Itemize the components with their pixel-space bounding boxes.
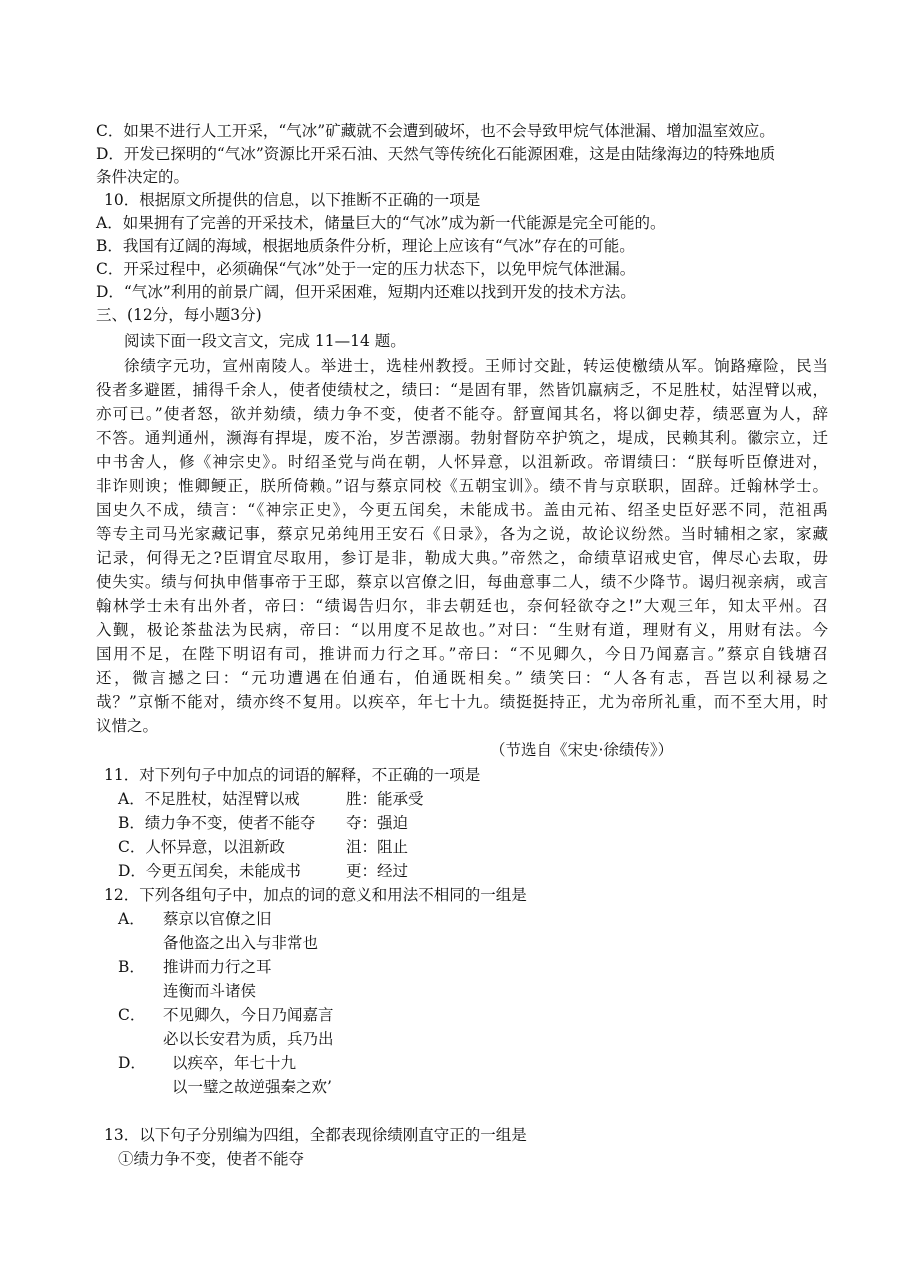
q10-stem: 10．根据原文所提供的信息，以下推断不正确的一项是 [104, 191, 481, 209]
q12-option-b-line1: 推讲而力行之耳 [163, 958, 272, 976]
q11-option-b: B．绩力争不变，使者不能夺 [118, 814, 316, 832]
q10-option-a: A．如果拥有了完善的开采技术，储量巨大的“气冰”成为新一代能源是完全可能的。 [96, 214, 666, 232]
q12-option-c-label: C． [118, 1006, 146, 1024]
q12-option-a-line1: 蔡京以官僚之旧 [163, 910, 272, 928]
q10-option-d: D．“气冰”利用的前景广阔，但开采困难，短期内还难以找到开发的技术方法。 [96, 283, 636, 301]
q13-stem: 13．以下句子分别编为四组，全都表现徐绩刚直守正的一组是 [104, 1126, 527, 1144]
q10-option-c: C．开采过程中，必须确保“气冰”处于一定的压力状态下，以免甲烷气体泄漏。 [96, 260, 636, 278]
passage-line: 入觐，极论茶盐法为民病，帝曰：“以用度不足故也。”对曰：“生财有道，理财有义，用财有法。今 [96, 621, 828, 639]
passage-line: 非诈则谀；惟卿鲠正，朕所倚赖。”诏与蔡京同校《五朝宝训》。绩不肯与京联职，固辞。迁翰林学士。 [96, 477, 828, 495]
passage-line: 国史久不成，绩言：“《神宗正史》，今更五闰矣，未能成书。盖由元祐、绍圣史臣好恶不同，范祖禹 [96, 501, 828, 519]
q12-option-d-label: D． [118, 1054, 146, 1072]
passage-line: 哉？”京惭不能对，绩亦终不复用。以疾卒，年七十九。绩挺挺持正，尤为帝所礼重，而不至大用，时 [96, 693, 828, 711]
passage-line: 亦可已。”使者怒，欲并劾绩，绩力争不变，使者不能夺。舒亶闻其名，将以御史荐，绩恶亶为人，辞 [96, 405, 828, 423]
passage-line: 记录，何得无之?臣谓宜尽取用，参订是非，勒成大典。”帝然之，命绩草诏戒史官，俾尽心去取，毋 [96, 549, 828, 567]
q12-option-a-line2: 备他盗之出入与非常也 [163, 934, 319, 952]
q9-option-c: C．如果不进行人工开采，“气冰”矿藏就不会遭到破坏，也不会导致甲烷气体泄漏、增加温室效应。 [96, 122, 775, 140]
passage-source: （节选自《宋史·徐绩传》） [490, 741, 674, 759]
q11-option-a-gloss: 胜：能承受 [346, 790, 424, 808]
passage-line: 翰林学士未有出外者，帝曰：“绩谒告归尔，非去朝廷也，奈何轻欲夺之!”大观三年，知太平州。召 [96, 597, 828, 615]
q12-stem: 12．下列各组句子中，加点的词的意义和用法不相同的一组是 [104, 886, 527, 904]
q13-item-1: ①绩力争不变，使者不能夺 [118, 1150, 305, 1168]
q10-option-b: B．我国有辽阔的海域，根据地质条件分析，理论上应该有“气冰”存在的可能。 [96, 237, 635, 255]
q11-option-d-gloss: 更：经过 [346, 862, 409, 880]
q12-option-a-label: A． [118, 910, 145, 928]
section-heading: 三、(12分，每小题3分) [96, 306, 262, 324]
passage-line: 役者多避匿，捕得千余人，使者使绩杖之，绩曰：“是固有罪，然皆饥羸病乏，不足胜杖，姑涅臂以戒， [96, 381, 828, 399]
q12-option-b-line2: 连衡而斗诸侯 [163, 982, 257, 1000]
q12-option-b-label: B． [118, 958, 145, 976]
section-instruction: 阅读下面一段文言文，完成 11—14 题。 [124, 332, 406, 350]
q11-option-d: D．今更五闰矣，未能成书 [118, 862, 301, 880]
q12-option-c-line2: 必以长安君为质，兵乃出 [163, 1030, 334, 1048]
q11-option-c: C．人怀异意，以沮新政 [118, 838, 285, 856]
passage-line: 不答。通判通州，濒海有捍堤，废不治，岁苦漂溺。勃射督防卒护筑之，堤成，民赖其利。徽宗立，迁 [96, 429, 828, 447]
q12-option-d-line1: 以疾卒，年七十九 [172, 1054, 297, 1072]
passage-line: 等专主司马光家藏记事，蔡京兄弟纯用王安石《日录》，各为之说，故论议纷然。当时辅相之家，家藏 [96, 525, 828, 543]
q11-option-b-gloss: 夺：强迫 [346, 814, 409, 832]
passage-line: 中书舍人，修《神宗史》。时绍圣党与尚在朝，人怀异意，以沮新政。帝谓绩曰：“朕每听臣僚进对， [96, 453, 828, 471]
q11-option-c-gloss: 沮：阻止 [346, 838, 409, 856]
q11-stem: 11．对下列句子中加点的词语的解释，不正确的一项是 [104, 766, 481, 784]
q12-option-d-line2: 以一璧之故逆强秦之欢’ [172, 1078, 332, 1096]
q12-option-c-line1: 不见卿久，今日乃闻嘉言 [163, 1006, 334, 1024]
passage-line: 还，微言撼之曰：“元功遭遇在伯通右，伯通既相矣。” 绩笑曰：“人各有志，吾岂以利禄易之 [96, 669, 828, 687]
q9-option-d-line2: 条件决定的。 [96, 168, 190, 186]
q11-option-a: A．不足胜杖，姑涅臂以戒 [118, 790, 300, 808]
passage-line: 徐绩字元功，宣州南陵人。举进士，选桂州教授。王师讨交趾，转运使檄绩从军。饷路瘴险，民当 [124, 357, 828, 375]
passage-line: 议惜之。 [96, 717, 159, 735]
passage-line: 国用不足，在陛下明诏有司，推讲而力行之耳。”帝曰：“不见卿久，今日乃闻嘉言。”蔡京自钱塘召 [96, 645, 828, 663]
q9-option-d-line1: D．开发已探明的“气冰”资源比开采石油、天然气等传统化石能源困难，这是由陆缘海边的特殊地质 [96, 145, 776, 163]
passage-line: 使失实。绩与何执申偕事帝于王邸，蔡京以宫僚之旧，每曲意事二人，绩不少降节。谒归视亲病，或言 [96, 573, 828, 591]
